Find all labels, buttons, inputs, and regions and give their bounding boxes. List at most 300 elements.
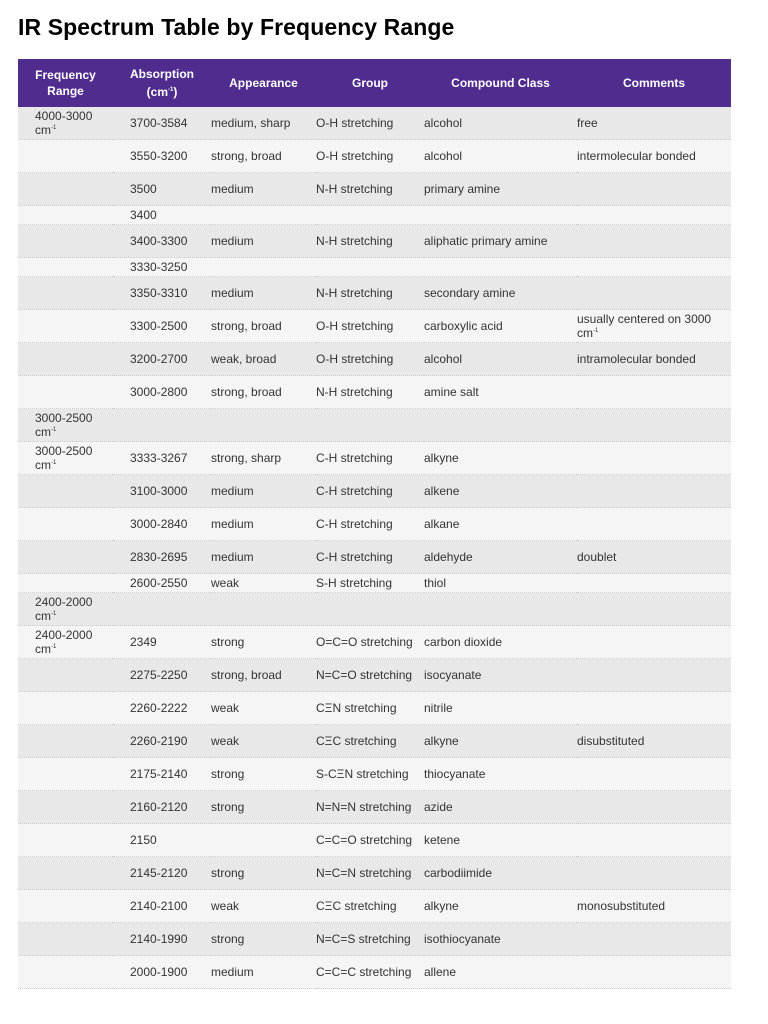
cell-group bbox=[316, 791, 424, 824]
table-row bbox=[18, 758, 731, 791]
table-header bbox=[18, 59, 731, 107]
table-row bbox=[18, 343, 731, 376]
cell-frequency-range bbox=[18, 541, 113, 574]
cell-absorption-text: 2830-2695 bbox=[130, 549, 188, 564]
cell-appearance bbox=[211, 692, 316, 725]
cell-absorption bbox=[113, 857, 211, 890]
cell-comments bbox=[577, 956, 731, 989]
cell-compound-class bbox=[424, 791, 577, 824]
cell-compound-class bbox=[424, 409, 577, 442]
unit-superscript: -1 bbox=[51, 460, 57, 466]
cell-appearance bbox=[211, 409, 316, 442]
cell-appearance-text: weak, broad bbox=[211, 351, 277, 366]
cell-absorption-text: 3550-3200 bbox=[130, 148, 188, 163]
cell-appearance bbox=[211, 140, 316, 173]
cell-absorption-text: 3200-2700 bbox=[130, 351, 188, 366]
cell-compound-class bbox=[424, 857, 577, 890]
cell-group-text: N-H stretching bbox=[316, 181, 393, 196]
cell-appearance-text: medium bbox=[211, 233, 254, 248]
cell-group bbox=[316, 541, 424, 574]
cell-appearance bbox=[211, 956, 316, 989]
table-row bbox=[18, 692, 731, 725]
cell-compound-class-text: aliphatic primary amine bbox=[424, 233, 548, 248]
cell-compound-class bbox=[424, 225, 577, 258]
cell-compound-class-text: isocyanate bbox=[424, 667, 482, 682]
header-absorption-label: Absorption bbox=[130, 67, 194, 81]
table-row bbox=[18, 890, 731, 923]
cell-absorption-text: 3000-2800 bbox=[130, 384, 188, 399]
cell-group bbox=[316, 824, 424, 857]
cell-group bbox=[316, 376, 424, 409]
cell-absorption-text: 2145-2120 bbox=[130, 865, 188, 880]
cell-group-text: CΞN stretching bbox=[316, 700, 397, 715]
cell-frequency-range bbox=[18, 475, 113, 508]
cell-group bbox=[316, 758, 424, 791]
cell-compound-class-text: alkane bbox=[424, 516, 460, 531]
cell-appearance-text: strong bbox=[211, 766, 245, 781]
cell-absorption-text: 3100-3000 bbox=[130, 483, 188, 498]
cell-absorption bbox=[113, 791, 211, 824]
cell-compound-class bbox=[424, 626, 577, 659]
cell-absorption-text: 3350-3310 bbox=[130, 285, 188, 300]
cell-compound-class-text: aldehyde bbox=[424, 549, 473, 564]
cell-absorption bbox=[113, 310, 211, 343]
cell-frequency-range bbox=[18, 310, 113, 343]
cell-appearance bbox=[211, 343, 316, 376]
table-row bbox=[18, 508, 731, 541]
cell-compound-class-text: thiocyanate bbox=[424, 766, 486, 781]
cell-comments bbox=[577, 692, 731, 725]
cell-compound-class-text: alkyne bbox=[424, 898, 459, 913]
cell-compound-class bbox=[424, 310, 577, 343]
table-row bbox=[18, 574, 731, 593]
cell-comments bbox=[577, 310, 731, 343]
cell-compound-class bbox=[424, 206, 577, 225]
cell-appearance-text: weak bbox=[211, 700, 240, 715]
cell-frequency-range bbox=[18, 692, 113, 725]
cell-appearance bbox=[211, 310, 316, 343]
cell-appearance bbox=[211, 857, 316, 890]
cell-appearance-text: strong, broad bbox=[211, 667, 282, 682]
cell-group bbox=[316, 574, 424, 593]
cell-group-text: N=C=O stretching bbox=[316, 667, 413, 682]
cell-absorption-text: 3400-3300 bbox=[130, 233, 188, 248]
table-row bbox=[18, 173, 731, 206]
cell-absorption bbox=[113, 277, 211, 310]
cell-comments bbox=[577, 824, 731, 857]
cell-comments bbox=[577, 409, 731, 442]
cell-appearance-text: medium bbox=[211, 285, 254, 300]
cell-frequency-range bbox=[18, 758, 113, 791]
cell-appearance bbox=[211, 824, 316, 857]
cell-comments bbox=[577, 659, 731, 692]
cell-appearance bbox=[211, 258, 316, 277]
cell-appearance bbox=[211, 376, 316, 409]
cell-appearance bbox=[211, 107, 316, 140]
cell-frequency-range bbox=[18, 140, 113, 173]
cell-compound-class bbox=[424, 692, 577, 725]
cell-comments-text: free bbox=[577, 115, 598, 130]
table-row bbox=[18, 593, 731, 626]
cell-appearance-text: strong bbox=[211, 865, 245, 880]
cell-absorption-text: 2140-1990 bbox=[130, 931, 188, 946]
cell-appearance bbox=[211, 508, 316, 541]
cell-frequency-range-text: 2400-2000 cm bbox=[35, 594, 93, 623]
cell-frequency-range-text: 2400-2000 cm bbox=[35, 627, 93, 656]
cell-absorption bbox=[113, 442, 211, 475]
cell-absorption-text: 2275-2250 bbox=[130, 667, 188, 682]
header-absorption-unit-sup: -1 bbox=[168, 87, 174, 93]
cell-appearance bbox=[211, 225, 316, 258]
cell-compound-class-text: allene bbox=[424, 964, 457, 979]
cell-absorption-text: 3700-3584 bbox=[130, 115, 188, 130]
cell-frequency-range bbox=[18, 890, 113, 923]
cell-appearance-text: medium bbox=[211, 483, 254, 498]
table-row bbox=[18, 659, 731, 692]
cell-group bbox=[316, 890, 424, 923]
cell-compound-class-text: azide bbox=[424, 799, 453, 814]
cell-compound-class-text: alkyne bbox=[424, 450, 459, 465]
cell-group-text: N-H stretching bbox=[316, 384, 393, 399]
cell-absorption bbox=[113, 824, 211, 857]
cell-frequency-range bbox=[18, 376, 113, 409]
cell-compound-class-text: carboxylic acid bbox=[424, 318, 503, 333]
table-row bbox=[18, 824, 731, 857]
cell-absorption-text: 2150 bbox=[130, 832, 157, 847]
cell-absorption-text: 2140-2100 bbox=[130, 898, 188, 913]
cell-appearance-text: medium bbox=[211, 549, 254, 564]
cell-appearance-text: strong, broad bbox=[211, 318, 282, 333]
cell-comments-text: usually centered on 3000 cm bbox=[577, 311, 712, 340]
cell-compound-class bbox=[424, 725, 577, 758]
cell-absorption bbox=[113, 508, 211, 541]
table-row bbox=[18, 956, 731, 989]
cell-comments bbox=[577, 107, 731, 140]
cell-group-text: N=C=N stretching bbox=[316, 865, 412, 880]
cell-absorption-text: 3400 bbox=[130, 207, 157, 222]
cell-absorption bbox=[113, 343, 211, 376]
cell-compound-class-text: carbodiimide bbox=[424, 865, 493, 880]
cell-absorption bbox=[113, 225, 211, 258]
cell-compound-class bbox=[424, 923, 577, 956]
cell-compound-class-text: isothiocyanate bbox=[424, 931, 501, 946]
cell-appearance bbox=[211, 574, 316, 593]
cell-absorption bbox=[113, 475, 211, 508]
cell-appearance bbox=[211, 206, 316, 225]
cell-compound-class-text: thiol bbox=[424, 575, 447, 590]
table-row bbox=[18, 206, 731, 225]
cell-frequency-range-text: 3000-2500 cm bbox=[35, 443, 93, 472]
cell-compound-class bbox=[424, 824, 577, 857]
cell-absorption bbox=[113, 890, 211, 923]
cell-frequency-range-text: 4000-3000 cm bbox=[35, 108, 93, 137]
header-compound-class: Compound Class bbox=[424, 59, 577, 107]
cell-appearance bbox=[211, 173, 316, 206]
cell-compound-class bbox=[424, 343, 577, 376]
cell-appearance-text: strong bbox=[211, 634, 245, 649]
cell-frequency-range bbox=[18, 442, 113, 475]
cell-comments bbox=[577, 758, 731, 791]
cell-group-text: C-H stretching bbox=[316, 483, 393, 498]
cell-comments bbox=[577, 593, 731, 626]
cell-absorption bbox=[113, 725, 211, 758]
cell-compound-class bbox=[424, 508, 577, 541]
cell-compound-class bbox=[424, 442, 577, 475]
cell-group bbox=[316, 626, 424, 659]
cell-compound-class bbox=[424, 140, 577, 173]
cell-absorption bbox=[113, 409, 211, 442]
cell-comments bbox=[577, 343, 731, 376]
cell-appearance-text: medium bbox=[211, 516, 254, 531]
cell-compound-class bbox=[424, 659, 577, 692]
table-row bbox=[18, 310, 731, 343]
cell-group-text: CΞC stretching bbox=[316, 898, 397, 913]
cell-appearance bbox=[211, 758, 316, 791]
header-group: Group bbox=[316, 59, 424, 107]
cell-frequency-range bbox=[18, 258, 113, 277]
cell-comments bbox=[577, 725, 731, 758]
table-row bbox=[18, 225, 731, 258]
cell-appearance bbox=[211, 791, 316, 824]
unit-superscript: -1 bbox=[51, 427, 57, 433]
cell-group bbox=[316, 107, 424, 140]
cell-appearance-text: weak bbox=[211, 733, 240, 748]
cell-absorption bbox=[113, 206, 211, 225]
cell-comments-text: disubstituted bbox=[577, 733, 645, 748]
cell-frequency-range bbox=[18, 857, 113, 890]
cell-comments bbox=[577, 626, 731, 659]
cell-group bbox=[316, 173, 424, 206]
cell-comments bbox=[577, 173, 731, 206]
cell-absorption bbox=[113, 956, 211, 989]
cell-compound-class bbox=[424, 173, 577, 206]
header-absorption-unit: (cm bbox=[146, 85, 168, 99]
cell-frequency-range bbox=[18, 659, 113, 692]
cell-compound-class bbox=[424, 890, 577, 923]
table-row bbox=[18, 541, 731, 574]
cell-group bbox=[316, 225, 424, 258]
cell-group bbox=[316, 857, 424, 890]
cell-absorption-text: 2600-2550 bbox=[130, 575, 188, 590]
cell-frequency-range bbox=[18, 277, 113, 310]
cell-frequency-range bbox=[18, 824, 113, 857]
unit-superscript: -1 bbox=[593, 328, 599, 334]
cell-appearance-text: medium bbox=[211, 181, 254, 196]
cell-comments bbox=[577, 890, 731, 923]
cell-absorption-text: 3333-3267 bbox=[130, 450, 188, 465]
table-row bbox=[18, 475, 731, 508]
cell-compound-class-text: nitrile bbox=[424, 700, 453, 715]
cell-frequency-range bbox=[18, 593, 113, 626]
cell-group-text: N-H stretching bbox=[316, 233, 393, 248]
table-row bbox=[18, 258, 731, 277]
cell-group-text: O=C=O stretching bbox=[316, 634, 413, 649]
cell-comments bbox=[577, 791, 731, 824]
cell-appearance-text: strong, broad bbox=[211, 384, 282, 399]
cell-group-text: C-H stretching bbox=[316, 450, 393, 465]
cell-absorption bbox=[113, 692, 211, 725]
cell-comments bbox=[577, 923, 731, 956]
cell-frequency-range bbox=[18, 107, 113, 140]
cell-comments bbox=[577, 508, 731, 541]
cell-comments bbox=[577, 541, 731, 574]
cell-appearance-text: strong bbox=[211, 799, 245, 814]
cell-comments bbox=[577, 140, 731, 173]
cell-group-text: O-H stretching bbox=[316, 318, 394, 333]
cell-absorption-text: 3000-2840 bbox=[130, 516, 188, 531]
cell-appearance-text: weak bbox=[211, 575, 240, 590]
cell-group-text: C=C=C stretching bbox=[316, 964, 412, 979]
cell-absorption-text: 2260-2222 bbox=[130, 700, 188, 715]
cell-frequency-range bbox=[18, 206, 113, 225]
cell-group-text: O-H stretching bbox=[316, 351, 394, 366]
cell-compound-class bbox=[424, 258, 577, 277]
unit-superscript: -1 bbox=[51, 125, 57, 131]
cell-group bbox=[316, 206, 424, 225]
cell-compound-class-text: primary amine bbox=[424, 181, 501, 196]
cell-comments bbox=[577, 574, 731, 593]
cell-group bbox=[316, 692, 424, 725]
cell-appearance-text: strong, sharp bbox=[211, 450, 282, 465]
cell-frequency-range-text: 3000-2500 cm bbox=[35, 410, 93, 439]
cell-group-text: O-H stretching bbox=[316, 148, 394, 163]
cell-group-text: S-H stretching bbox=[316, 575, 393, 590]
table-row bbox=[18, 442, 731, 475]
cell-comments bbox=[577, 376, 731, 409]
table-row bbox=[18, 626, 731, 659]
page-title: IR Spectrum Table by Frequency Range bbox=[18, 14, 455, 40]
cell-compound-class bbox=[424, 475, 577, 508]
table-row bbox=[18, 409, 731, 442]
cell-comments bbox=[577, 258, 731, 277]
ir-spectrum-table bbox=[18, 59, 731, 989]
cell-group bbox=[316, 277, 424, 310]
table-row bbox=[18, 140, 731, 173]
cell-group-text: C-H stretching bbox=[316, 516, 393, 531]
cell-comments-text: doublet bbox=[577, 549, 617, 564]
cell-absorption bbox=[113, 541, 211, 574]
cell-compound-class bbox=[424, 277, 577, 310]
cell-absorption-text: 3500 bbox=[130, 181, 157, 196]
cell-appearance-text: weak bbox=[211, 898, 240, 913]
cell-frequency-range bbox=[18, 343, 113, 376]
cell-absorption-text: 3300-2500 bbox=[130, 318, 188, 333]
table-row bbox=[18, 376, 731, 409]
cell-group-text: N-H stretching bbox=[316, 285, 393, 300]
cell-compound-class-text: alkyne bbox=[424, 733, 459, 748]
unit-superscript: -1 bbox=[51, 611, 57, 617]
cell-absorption-text: 3330-3250 bbox=[130, 259, 188, 274]
cell-group bbox=[316, 140, 424, 173]
cell-appearance-text: strong, broad bbox=[211, 148, 282, 163]
cell-appearance bbox=[211, 442, 316, 475]
cell-absorption bbox=[113, 574, 211, 593]
cell-group bbox=[316, 475, 424, 508]
cell-frequency-range bbox=[18, 225, 113, 258]
cell-appearance bbox=[211, 475, 316, 508]
cell-group bbox=[316, 343, 424, 376]
header-absorption bbox=[113, 59, 211, 107]
cell-compound-class-text: carbon dioxide bbox=[424, 634, 503, 649]
cell-frequency-range bbox=[18, 725, 113, 758]
table-row bbox=[18, 791, 731, 824]
cell-group-text: C-H stretching bbox=[316, 549, 393, 564]
cell-absorption bbox=[113, 258, 211, 277]
cell-group-text: N=C=S stretching bbox=[316, 931, 411, 946]
cell-appearance bbox=[211, 541, 316, 574]
cell-comments bbox=[577, 442, 731, 475]
table-row bbox=[18, 725, 731, 758]
cell-absorption bbox=[113, 173, 211, 206]
cell-comments bbox=[577, 225, 731, 258]
cell-appearance bbox=[211, 277, 316, 310]
cell-compound-class-text: alkene bbox=[424, 483, 460, 498]
cell-appearance bbox=[211, 593, 316, 626]
cell-group bbox=[316, 310, 424, 343]
cell-compound-class bbox=[424, 541, 577, 574]
cell-frequency-range bbox=[18, 956, 113, 989]
cell-appearance-text: strong bbox=[211, 931, 245, 946]
cell-comments bbox=[577, 206, 731, 225]
cell-compound-class bbox=[424, 107, 577, 140]
cell-appearance bbox=[211, 923, 316, 956]
cell-compound-class-text: ketene bbox=[424, 832, 461, 847]
cell-absorption-text: 2160-2120 bbox=[130, 799, 188, 814]
cell-comments-text: intermolecular bonded bbox=[577, 148, 696, 163]
cell-compound-class bbox=[424, 376, 577, 409]
cell-compound-class bbox=[424, 574, 577, 593]
cell-comments bbox=[577, 277, 731, 310]
cell-appearance bbox=[211, 890, 316, 923]
cell-comments-text: monosubstituted bbox=[577, 898, 666, 913]
cell-absorption bbox=[113, 140, 211, 173]
cell-appearance-text: medium bbox=[211, 964, 254, 979]
table-body bbox=[18, 107, 731, 989]
cell-group-text: O-H stretching bbox=[316, 115, 394, 130]
cell-compound-class-text: alcohol bbox=[424, 351, 463, 366]
header-frequency-range: Frequency Range bbox=[18, 59, 113, 107]
cell-appearance bbox=[211, 725, 316, 758]
cell-comments bbox=[577, 857, 731, 890]
cell-appearance bbox=[211, 659, 316, 692]
cell-absorption-text: 2000-1900 bbox=[130, 964, 188, 979]
cell-absorption bbox=[113, 107, 211, 140]
cell-absorption bbox=[113, 758, 211, 791]
cell-group-text: CΞC stretching bbox=[316, 733, 397, 748]
header-comments: Comments bbox=[577, 59, 731, 107]
cell-compound-class-text: alcohol bbox=[424, 148, 463, 163]
cell-absorption-text: 2260-2190 bbox=[130, 733, 188, 748]
cell-compound-class bbox=[424, 956, 577, 989]
cell-frequency-range bbox=[18, 409, 113, 442]
cell-group bbox=[316, 442, 424, 475]
table-row bbox=[18, 107, 731, 140]
cell-compound-class-text: alcohol bbox=[424, 115, 463, 130]
table-row bbox=[18, 277, 731, 310]
cell-absorption-text: 2175-2140 bbox=[130, 766, 188, 781]
cell-appearance-text: medium, sharp bbox=[211, 115, 291, 130]
cell-absorption bbox=[113, 923, 211, 956]
cell-group-text: N=N=N stretching bbox=[316, 799, 412, 814]
cell-frequency-range bbox=[18, 626, 113, 659]
cell-appearance bbox=[211, 626, 316, 659]
table-row bbox=[18, 857, 731, 890]
cell-group bbox=[316, 258, 424, 277]
cell-group bbox=[316, 725, 424, 758]
cell-absorption bbox=[113, 593, 211, 626]
cell-frequency-range bbox=[18, 791, 113, 824]
header-appearance: Appearance bbox=[211, 59, 316, 107]
